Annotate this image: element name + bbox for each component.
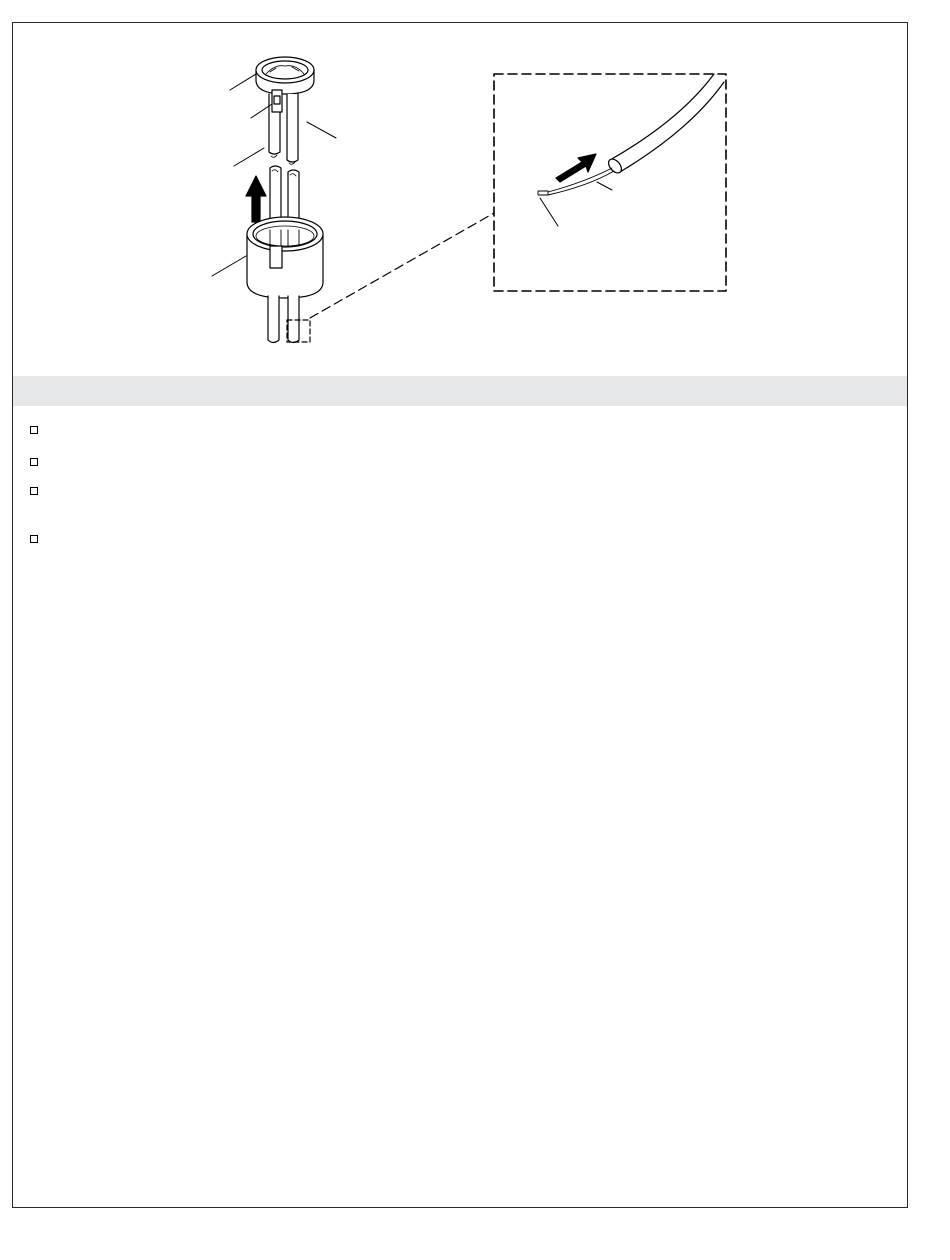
- mounting-ring: [256, 57, 314, 94]
- enlarged-detail-view: [494, 74, 726, 291]
- checkbox[interactable]: [30, 535, 38, 543]
- checklist-item: [30, 487, 48, 495]
- checkbox[interactable]: [30, 426, 38, 434]
- supply-hoses-bottom: [268, 296, 299, 343]
- hose-clip-upper: [272, 90, 282, 112]
- section-heading-band: [13, 376, 907, 406]
- up-arrow-icon: [246, 176, 266, 222]
- detail-connector-line: [310, 213, 494, 318]
- hose-clip-lower: [270, 246, 282, 268]
- section-heading: [13, 376, 907, 390]
- installation-illustration: [0, 0, 950, 380]
- checkbox[interactable]: [30, 458, 38, 466]
- checklist-item: [30, 458, 48, 466]
- mounting-nut: [247, 217, 323, 298]
- checklist-item: [30, 426, 48, 434]
- checkbox[interactable]: [30, 487, 38, 495]
- checklist-item: [30, 535, 48, 543]
